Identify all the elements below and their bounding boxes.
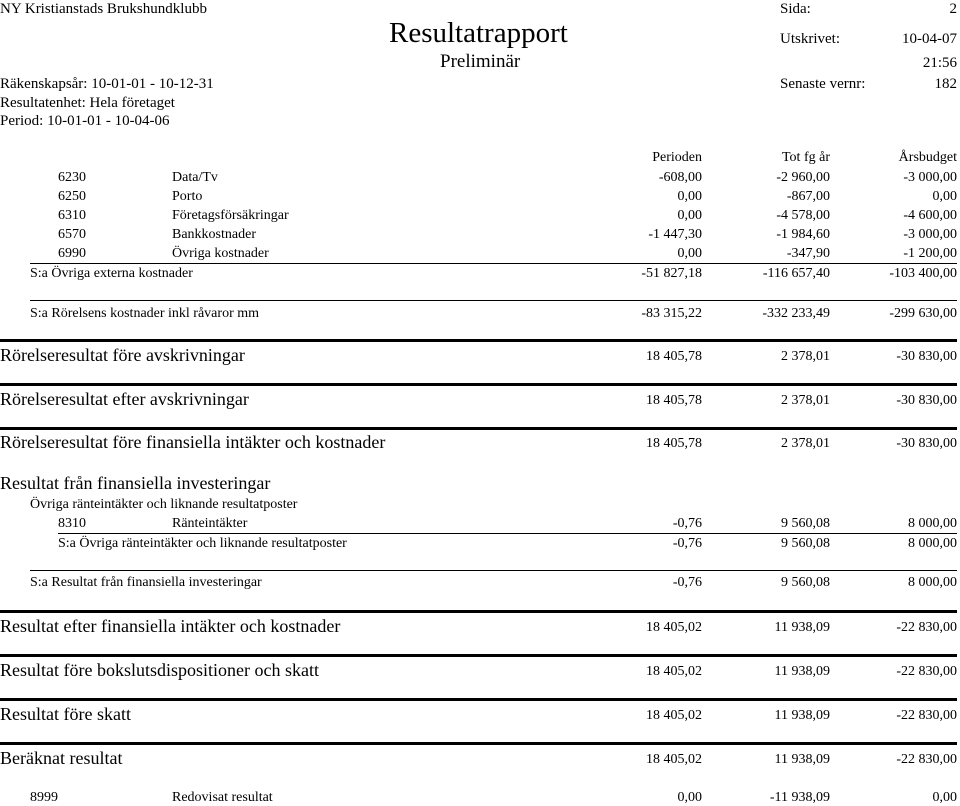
value-ytd: -347,90	[786, 246, 830, 261]
result-label: Rörelseresultat före finansiella intäkter och kostnader	[0, 432, 386, 452]
value-period: 18 405,02	[646, 708, 702, 723]
report-subtitle: Preliminär	[440, 51, 521, 72]
account-code: 8999	[30, 790, 58, 805]
printed-time: 21:56	[922, 55, 957, 71]
thick-divider	[0, 383, 957, 386]
thick-divider	[0, 339, 957, 342]
value-ytd: 11 938,09	[774, 664, 830, 679]
last-ver-value: 182	[934, 76, 957, 92]
result-label: Resultat före bokslutsdispositioner och skatt	[0, 660, 319, 680]
printed-label: Utskrivet:	[780, 31, 840, 47]
divider	[30, 570, 957, 571]
value-budget: -30 830,00	[896, 393, 957, 408]
sum-label: S:a Övriga externa kostnader	[30, 266, 193, 281]
account-name: Ränteintäkter	[172, 516, 248, 531]
value-ytd: 11 938,09	[774, 752, 830, 767]
value-period: 18 405,78	[646, 349, 702, 364]
value-period: 0,00	[677, 189, 702, 204]
account-code: 8310	[58, 516, 86, 531]
account-code: 6230	[58, 170, 86, 185]
value-ytd: 2 378,01	[781, 436, 830, 451]
account-name: Data/Tv	[172, 170, 218, 185]
result-label: Rörelseresultat före avskrivningar	[0, 345, 245, 365]
account-name: Övriga kostnader	[172, 246, 269, 261]
account-code: 6310	[58, 208, 86, 223]
account-code: 6250	[58, 189, 86, 204]
value-budget: 8 000,00	[908, 516, 957, 531]
value-ytd: 11 938,09	[774, 620, 830, 635]
value-budget: -4 600,00	[903, 208, 957, 223]
value-period: -0,76	[672, 575, 702, 590]
value-ytd: -867,00	[786, 189, 830, 204]
col-header-period: Perioden	[652, 150, 702, 165]
value-ytd: -116 657,40	[762, 266, 830, 281]
divider	[58, 533, 957, 534]
result-label: Resultat efter finansiella intäkter och kostnader	[0, 616, 341, 636]
value-period: 0,00	[677, 208, 702, 223]
col-header-ytd: Tot fg år	[781, 150, 830, 165]
thick-divider	[0, 654, 957, 657]
report-title: Resultatrapport	[389, 17, 568, 49]
page-label: Sida:	[780, 1, 811, 17]
value-period: -51 827,18	[641, 266, 702, 281]
printed-date: 10-04-07	[902, 31, 957, 47]
account-name: Porto	[172, 189, 203, 204]
value-budget: -299 630,00	[889, 306, 957, 321]
value-ytd: -11 938,09	[769, 790, 830, 805]
value-budget: -22 830,00	[896, 620, 957, 635]
value-ytd: 2 378,01	[781, 393, 830, 408]
value-budget: 0,00	[932, 189, 957, 204]
value-budget: 8 000,00	[908, 536, 957, 551]
thick-divider	[0, 742, 957, 745]
value-ytd: -2 960,00	[776, 170, 830, 185]
last-ver-label: Senaste vernr:	[780, 76, 866, 92]
result-label: Resultat före skatt	[0, 704, 131, 724]
value-period: 18 405,78	[646, 393, 702, 408]
fiscal-year: Räkenskapsår: 10-01-01 - 10-12-31	[0, 76, 214, 92]
result-label: Beräknat resultat	[0, 748, 123, 768]
value-period: 0,00	[677, 790, 702, 805]
value-ytd: 9 560,08	[781, 516, 830, 531]
divider	[30, 263, 957, 264]
account-name: Företagsförsäkringar	[172, 208, 289, 223]
sum-label: S:a Övriga ränteintäkter och liknande resultatposter	[58, 536, 347, 551]
account-code: 6990	[58, 246, 86, 261]
value-budget: -22 830,00	[896, 664, 957, 679]
value-budget: -103 400,00	[889, 266, 957, 281]
value-period: 0,00	[677, 246, 702, 261]
value-budget: 8 000,00	[908, 575, 957, 590]
account-name: Redovisat resultat	[172, 790, 273, 805]
thick-divider	[0, 610, 957, 613]
value-period: -83 315,22	[641, 306, 702, 321]
value-ytd: 9 560,08	[781, 575, 830, 590]
result-unit: Resultatenhet: Hela företaget	[0, 95, 175, 111]
account-name: Bankkostnader	[172, 227, 256, 242]
value-period: 18 405,02	[646, 752, 702, 767]
value-ytd: 2 378,01	[781, 349, 830, 364]
value-budget: -3 000,00	[903, 170, 957, 185]
value-budget: 0,00	[932, 790, 957, 805]
thick-divider	[0, 698, 957, 701]
value-period: 18 405,78	[646, 436, 702, 451]
value-ytd: -4 578,00	[776, 208, 830, 223]
account-code: 6570	[58, 227, 86, 242]
sum-label: S:a Resultat från finansiella investeringar	[30, 575, 262, 590]
value-period: -0,76	[672, 516, 702, 531]
value-ytd: -332 233,49	[762, 306, 830, 321]
col-header-budget: Årsbudget	[898, 150, 957, 165]
result-label: Rörelseresultat efter avskrivningar	[0, 389, 249, 409]
divider	[30, 300, 957, 301]
value-period: -608,00	[658, 170, 702, 185]
value-period: -1 447,30	[648, 227, 702, 242]
value-budget: -22 830,00	[896, 708, 957, 723]
period: Period: 10-01-01 - 10-04-06	[0, 113, 170, 129]
value-period: 18 405,02	[646, 664, 702, 679]
value-period: -0,76	[672, 536, 702, 551]
value-budget: -30 830,00	[896, 436, 957, 451]
value-period: 18 405,02	[646, 620, 702, 635]
sum-label: S:a Rörelsens kostnader inkl råvaror mm	[30, 306, 260, 321]
value-budget: -22 830,00	[896, 752, 957, 767]
club-name: NY Kristianstads Brukshundklubb	[0, 1, 207, 17]
value-budget: -1 200,00	[903, 246, 957, 261]
value-ytd: -1 984,60	[776, 227, 830, 242]
value-ytd: 9 560,08	[781, 536, 830, 551]
section-subheading: Övriga ränteintäkter och liknande resultatposter	[30, 497, 298, 512]
thick-divider	[0, 427, 957, 430]
value-ytd: 11 938,09	[774, 708, 830, 723]
value-budget: -3 000,00	[903, 227, 957, 242]
section-heading: Resultat från finansiella investeringar	[0, 473, 271, 493]
page-number: 2	[949, 1, 957, 17]
value-budget: -30 830,00	[896, 349, 957, 364]
